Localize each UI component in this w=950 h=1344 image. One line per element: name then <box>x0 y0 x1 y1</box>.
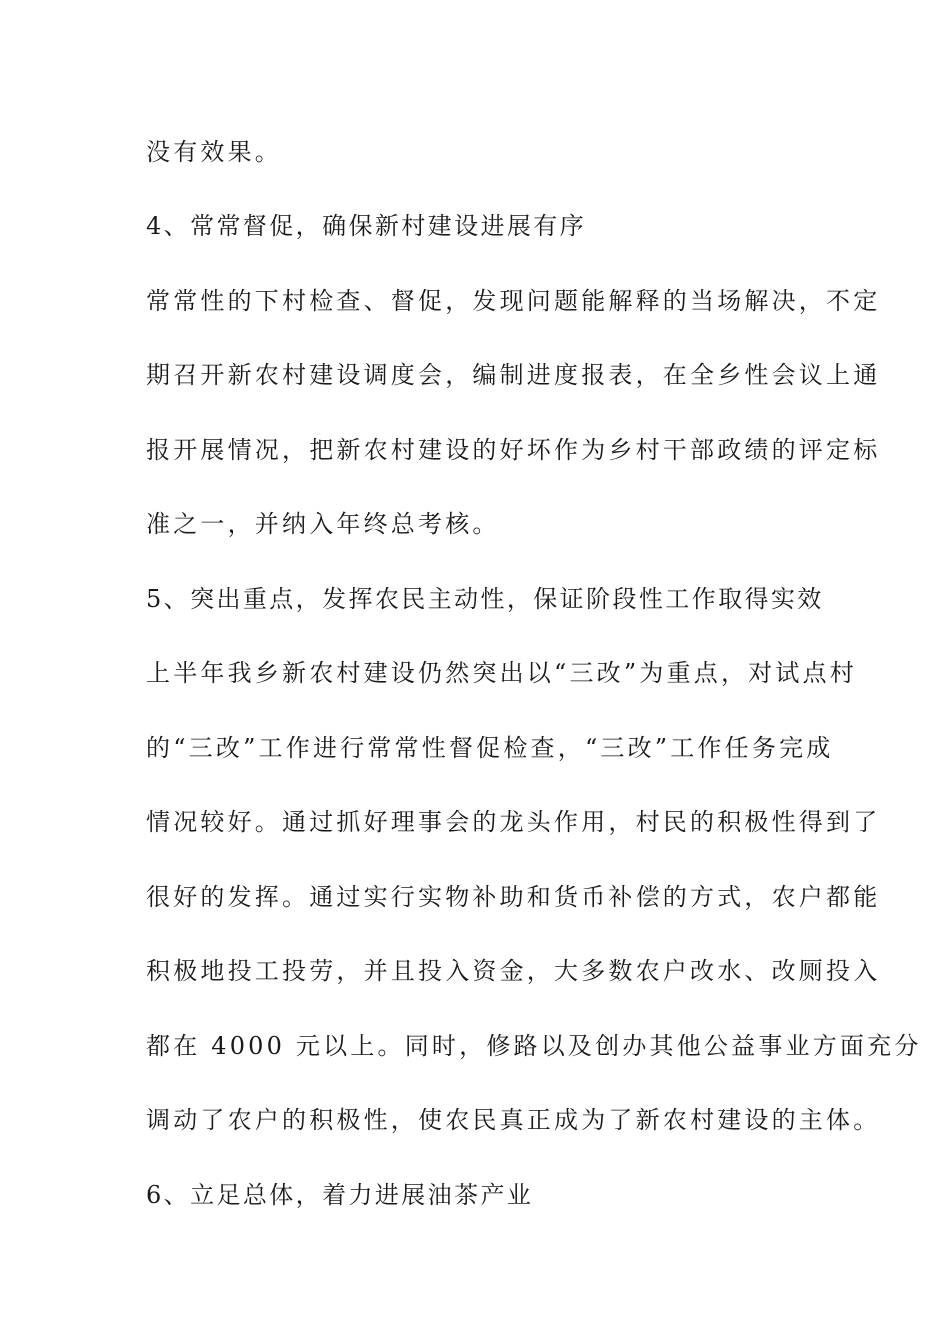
paragraph-line: 准之一，并纳入年终总考核。 <box>146 510 500 538</box>
paragraph-line: 积极地投工投劳，并且投入资金，大多数农户改水、改厕投入 <box>146 957 881 985</box>
paragraph-line: 常常性的下村检查、督促，发现问题能解释的当场解决，不定 <box>146 287 881 315</box>
paragraph-line: 的“三改”工作进行常常性督促检查，“三改”工作任务完成 <box>146 734 834 762</box>
paragraph-line: 情况较好。通过抓好理事会的龙头作用，村民的积极性得到了 <box>146 808 881 836</box>
section-heading-6: 6、立足总体，着力进展油茶产业 <box>146 1181 534 1209</box>
paragraph-line: 很好的发挥。通过实行实物补助和货币补偿的方式，农户都能 <box>146 883 881 911</box>
paragraph-line: 没有效果。 <box>146 138 282 166</box>
paragraph-line: 期召开新农村建设调度会，编制进度报表，在全乡性会议上通 <box>146 361 881 389</box>
section-heading-4: 4、常常督促，确保新村建设进展有序 <box>146 212 587 240</box>
paragraph-line: 上半年我乡新农村建设仍然突出以“三改”为重点，对试点村 <box>146 659 857 687</box>
paragraph-line: 都在 4000 元以上。同时，修路以及创办其他公益事业方面充分 <box>146 1032 922 1060</box>
paragraph-line: 报开展情况，把新农村建设的好坏作为乡村干部政绩的评定标 <box>146 436 881 464</box>
paragraph-line: 调动了农户的积极性，使农民真正成为了新农村建设的主体。 <box>146 1106 881 1134</box>
section-heading-5: 5、突出重点，发挥农民主动性，保证阶段性工作取得实效 <box>146 585 824 613</box>
